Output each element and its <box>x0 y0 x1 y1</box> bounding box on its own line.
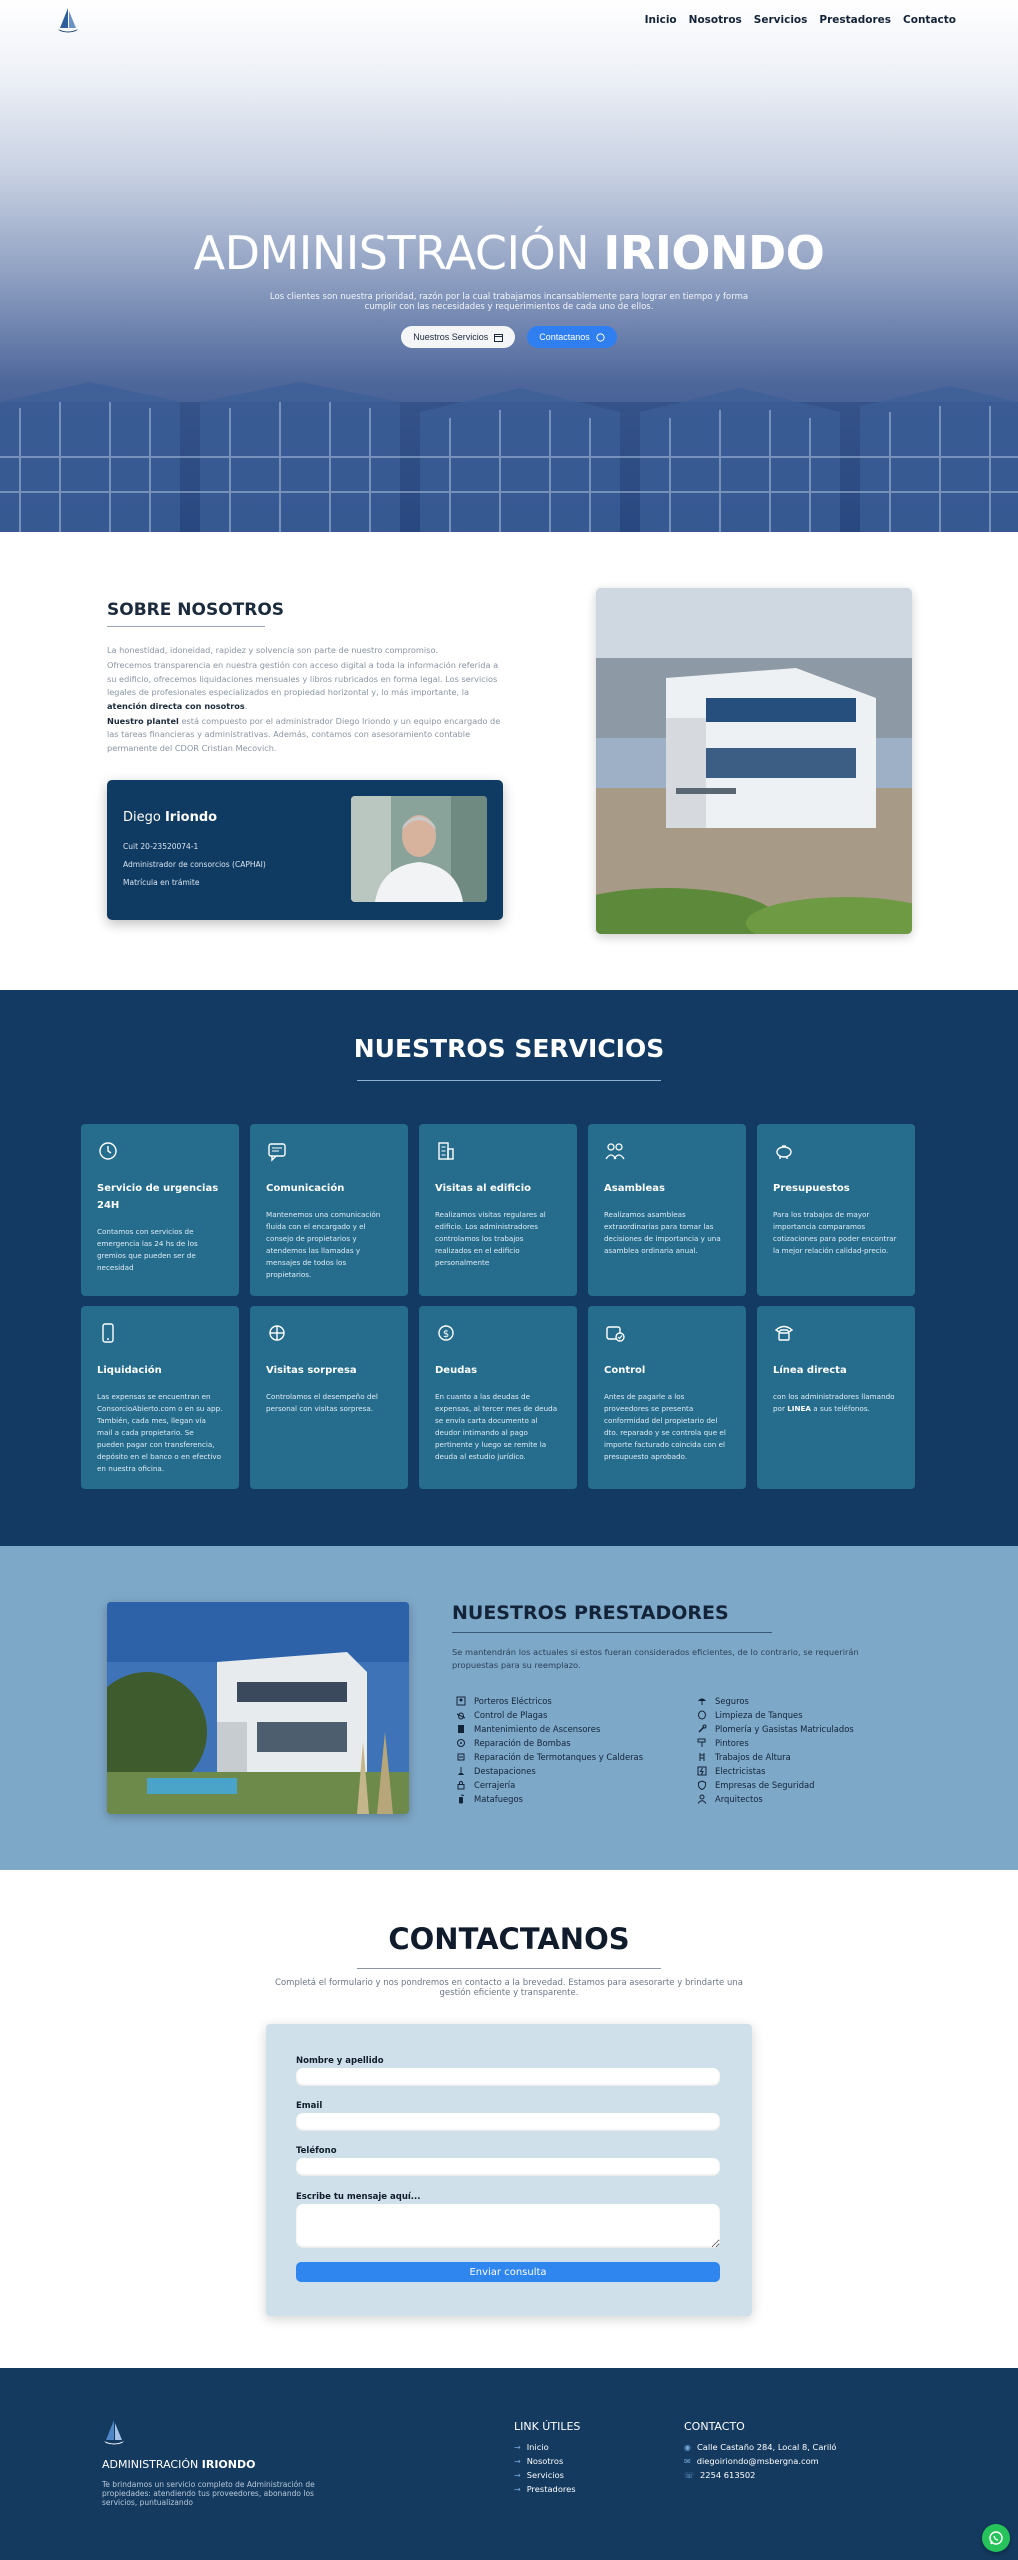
provider-item: Reparación de Termotanques y Calderas <box>456 1750 643 1764</box>
about-paragraph-1: La honestidad, idoneidad, rapidez y solvencia son parte de nuestro compromiso. <box>107 645 438 655</box>
contact-form <box>266 2024 752 2316</box>
extinguisher-icon <box>456 1794 466 1804</box>
water-heater-icon <box>456 1752 466 1762</box>
submit-button[interactable]: Enviar consulta <box>296 2262 720 2282</box>
nav-prestadores[interactable]: Prestadores <box>819 14 892 26</box>
contact-divider <box>357 1968 661 1969</box>
footer-description: Te brindamos un servicio completo de Administración de propiedades: atendiendo tus proveedores, abonando los servicios, puntualizando <box>102 2480 315 2507</box>
services-title: NUESTROS SERVICIOS <box>353 1034 665 1063</box>
hero-title: ADMINISTRACIÓN IRIONDO <box>193 226 825 280</box>
about-house-photo <box>596 588 912 934</box>
footer <box>0 2368 1018 2560</box>
contact-title: CONTACTANOS <box>388 1922 630 1956</box>
services-button[interactable] <box>401 326 515 348</box>
service-title: Visitas sorpresa <box>266 1365 357 1376</box>
svg-text:$: $ <box>442 1329 450 1340</box>
service-text: Realizamos asambleas extraordinarias para tomar las decisiones de importancia y una asamblea ordinaria anual. <box>604 1210 721 1255</box>
message-label: Escribe tu mensaje aquí... <box>296 2192 421 2202</box>
wrench-icon <box>697 1724 707 1734</box>
footer-link-nosotros[interactable]: → Nosotros <box>514 2456 564 2466</box>
service-text: Realizamos visitas regulares al edificio. Los administradores controlamos los trabajos realizados en el edificio personalmente <box>435 1210 546 1267</box>
administrator-name: Diego Iriondo <box>123 810 218 825</box>
provider-item: Arquitectos <box>697 1792 854 1806</box>
providers-list-1 <box>456 1694 643 1806</box>
footer-brand: ADMINISTRACIÓN IRIONDO <box>102 2458 256 2471</box>
building-icon <box>435 1140 457 1162</box>
service-card-deudas <box>419 1306 577 1489</box>
bullet-icon: → <box>514 2456 521 2466</box>
phone-field[interactable] <box>296 2158 720 2176</box>
service-card-control <box>588 1306 746 1489</box>
bullet-icon: → <box>514 2470 521 2480</box>
about-paragraph-3: Nuestro plantel está compuesto por el administrador Diego Iriondo y un equipo encargado de las tareas financieras y administrativas. Además, contamos con asesoramiento contable permanente del CDOR Cristian Mecovich. <box>107 716 501 753</box>
top-navbar <box>0 0 1018 44</box>
umbrella-icon <box>697 1696 707 1706</box>
service-card-liquidacion <box>81 1306 239 1489</box>
telephone-icon <box>773 1322 795 1344</box>
services-section <box>0 990 1018 1546</box>
administrator-role: Administrador de consorcios (CAPHAI) <box>123 860 266 869</box>
phone-label: Teléfono <box>296 2146 337 2156</box>
clock-icon <box>97 1140 119 1162</box>
pump-icon <box>456 1738 466 1748</box>
service-text: Contamos con servicios de emergencia las 24 hs de los gremios que pueden ser de necesidad <box>97 1227 198 1272</box>
phone-icon: ☏ <box>684 2470 695 2480</box>
provider-item: Porteros Eléctricos <box>456 1694 643 1708</box>
chat-icon <box>266 1140 288 1162</box>
name-label: Nombre y apellido <box>296 2056 384 2066</box>
providers-list-2 <box>697 1694 854 1806</box>
provider-item: Cerrajería <box>456 1778 643 1792</box>
ladder-icon <box>697 1752 707 1762</box>
service-title: Control <box>604 1365 646 1376</box>
service-title: Servicio de urgencias 24H <box>97 1183 219 1211</box>
nav-contacto[interactable]: Contacto <box>903 14 956 26</box>
administrator-card <box>107 780 503 920</box>
provider-item: Matafuegos <box>456 1792 643 1806</box>
footer-link-prestadores[interactable]: → Prestadores <box>514 2484 576 2494</box>
service-text: En cuanto a las deudas de expensas, al tercer mes de deuda se envía carta documento al deudor intimando al pago pertinente y luego se remite la deuda al estudio jurídico. <box>435 1392 558 1461</box>
footer-link-inicio[interactable]: → Inicio <box>514 2442 549 2452</box>
coin-icon <box>435 1322 457 1344</box>
about-text <box>107 644 501 757</box>
about-divider <box>107 626 265 627</box>
hero-building-image <box>0 362 1018 532</box>
service-title: Línea directa <box>773 1365 847 1376</box>
footer-contact-title: CONTACTO <box>684 2420 745 2433</box>
service-card-comunicacion <box>250 1124 408 1296</box>
electric-panel-icon <box>697 1766 707 1776</box>
email-field[interactable] <box>296 2113 720 2131</box>
service-text: Controlamos el desempeño del personal con visitas sorpresa. <box>266 1392 378 1413</box>
nav-nosotros[interactable]: Nosotros <box>688 14 742 26</box>
nav-links <box>645 14 956 26</box>
surprise-icon <box>266 1322 288 1344</box>
about-title: SOBRE NOSOTROS <box>107 600 285 620</box>
provider-item: Trabajos de Altura <box>697 1750 854 1764</box>
whatsapp-icon <box>988 2530 1004 2546</box>
service-card-linea-directa <box>757 1306 915 1489</box>
provider-item: Mantenimiento de Ascensores <box>456 1722 643 1736</box>
service-card-sorpresa <box>250 1306 408 1489</box>
administrator-photo <box>351 796 487 902</box>
service-title: Presupuestos <box>773 1183 850 1194</box>
about-section <box>0 532 1018 990</box>
nav-inicio[interactable]: Inicio <box>644 14 677 26</box>
provider-item: Control de Plagas <box>456 1708 643 1722</box>
provider-item: Pintores <box>697 1736 854 1750</box>
provider-item: Limpieza de Tanques <box>697 1708 854 1722</box>
footer-link-servicios[interactable]: → Servicios <box>514 2470 564 2480</box>
service-title: Visitas al edificio <box>435 1183 531 1194</box>
whatsapp-float-button[interactable] <box>982 2524 1010 2552</box>
bug-icon <box>456 1710 466 1720</box>
administrator-matricula: Matrícula en trámite <box>123 878 200 887</box>
service-text: con los administradores llamando por LINEA a sus teléfonos. <box>773 1392 895 1413</box>
mail-icon: ✉ <box>684 2456 691 2466</box>
email-label: Email <box>296 2101 323 2111</box>
bullet-icon: → <box>514 2484 521 2494</box>
logo-icon[interactable] <box>56 6 80 34</box>
service-card-visitas <box>419 1124 577 1296</box>
lock-icon <box>456 1780 466 1790</box>
service-card-urgencias <box>81 1124 239 1296</box>
provider-item: Seguros <box>697 1694 854 1708</box>
providers-subtitle: Se mantendrán los actuales si estos fueran considerados eficientes, de lo contrario, se requerirán propuestas para su reemplazo. <box>452 1647 859 1670</box>
whatsapp-small-icon <box>596 333 605 342</box>
tank-icon <box>697 1710 707 1720</box>
contact-subtitle: Completá el formulario y nos pondremos en contacto a la brevedad. Estamos para asesorarte y brindarte una gestión eficiente y transparente. <box>275 1978 743 1998</box>
calendar-icon <box>494 333 503 342</box>
services-button-label: Nuestros Servicios <box>413 332 489 342</box>
service-text: Las expensas se encuentran en ConsorcioAbierto.com o en su app. También, cada mes, llegan vía mail a cada propietario. Se pueden pagar con transferencia, depósito en el banco o en efectivo en nuestra oficina. <box>97 1392 223 1473</box>
hero-buttons <box>0 326 1018 348</box>
service-text: Para los trabajos de mayor importancia comparamos cotizaciones para poder encontrar la mejor relación calidad-precio. <box>773 1210 897 1255</box>
provider-item: Plomería y Gasistas Matriculados <box>697 1722 854 1736</box>
footer-address: ◉ Calle Castaño 284, Local 8, Cariló <box>684 2442 837 2452</box>
footer-links-title: LINK ÚTILES <box>514 2420 581 2433</box>
contact-button-label: Contactanos <box>539 332 590 342</box>
footer-links <box>514 2440 576 2496</box>
service-title: Comunicación <box>266 1183 345 1194</box>
provider-item: Electricistas <box>697 1764 854 1778</box>
architect-icon <box>697 1794 707 1804</box>
paint-roller-icon <box>697 1738 707 1748</box>
service-card-asambleas <box>588 1124 746 1296</box>
about-paragraph-2: Ofrecemos transparencia en nuestra gestión con acceso digital a toda la información referida a su edificio, ofrecemos liquidaciones mensuales y libros rubricados en forma legal. Los servicios legales de profesionales especializados en propiedad horizontal y, lo más importante, la atención directa con nosotros. <box>107 660 499 711</box>
piggy-bank-icon <box>773 1140 795 1162</box>
plunger-icon <box>456 1766 466 1776</box>
provider-item: Destapaciones <box>456 1764 643 1778</box>
service-title: Deudas <box>435 1365 478 1376</box>
contact-button[interactable] <box>527 326 617 348</box>
service-text: Antes de pagarle a los proveedores se presenta conformidad del propietario del dto. reparado y se controla que el importe facturado coincida con el presupuesto aprobado. <box>604 1392 726 1461</box>
footer-contact-info <box>684 2440 837 2482</box>
footer-email[interactable]: ✉ diegoiriondo@msbergna.com <box>684 2456 819 2466</box>
administrator-info <box>123 838 266 892</box>
service-text: Mantenemos una comunicación fluida con el encargado y el consejo de propietarios y atendemos las llamadas y mensajes de todos los propietarios. <box>266 1210 381 1279</box>
providers-section <box>0 1546 1018 1870</box>
service-title: Asambleas <box>604 1183 665 1194</box>
hero-section <box>0 0 1018 532</box>
service-title: Liquidación <box>97 1365 162 1376</box>
phone-icon <box>97 1322 119 1344</box>
service-card-presupuestos <box>757 1124 915 1296</box>
provider-item: Empresas de Seguridad <box>697 1778 854 1792</box>
contact-section <box>0 1870 1018 2368</box>
intercom-icon <box>456 1696 466 1706</box>
nav-servicios[interactable]: Servicios <box>753 14 808 26</box>
provider-item: Reparación de Bombas <box>456 1736 643 1750</box>
people-icon <box>604 1140 626 1162</box>
footer-phone[interactable]: ☏ 2254 613502 <box>684 2470 756 2480</box>
elevator-icon <box>456 1724 466 1734</box>
providers-house-photo <box>107 1602 409 1814</box>
services-divider <box>357 1080 661 1081</box>
hero-subtitle: Los clientes son nuestra prioridad, razón por la cual trabajamos incansablemente para lograr en tiempo y forma cumplir con las necesidades y requerimientos de cada uno de ellos. <box>269 292 749 312</box>
providers-title: NUESTROS PRESTADORES <box>452 1602 729 1624</box>
administrator-cuit: Cuit 20-23520074-1 <box>123 842 199 851</box>
name-field[interactable] <box>296 2068 720 2086</box>
providers-divider <box>452 1632 772 1633</box>
services-grid <box>81 1124 915 1489</box>
message-field[interactable] <box>296 2204 720 2248</box>
bullet-icon: → <box>514 2442 521 2452</box>
shield-icon <box>697 1780 707 1790</box>
footer-logo-icon[interactable] <box>102 2418 126 2446</box>
location-icon: ◉ <box>684 2442 691 2452</box>
control-icon <box>604 1322 626 1344</box>
